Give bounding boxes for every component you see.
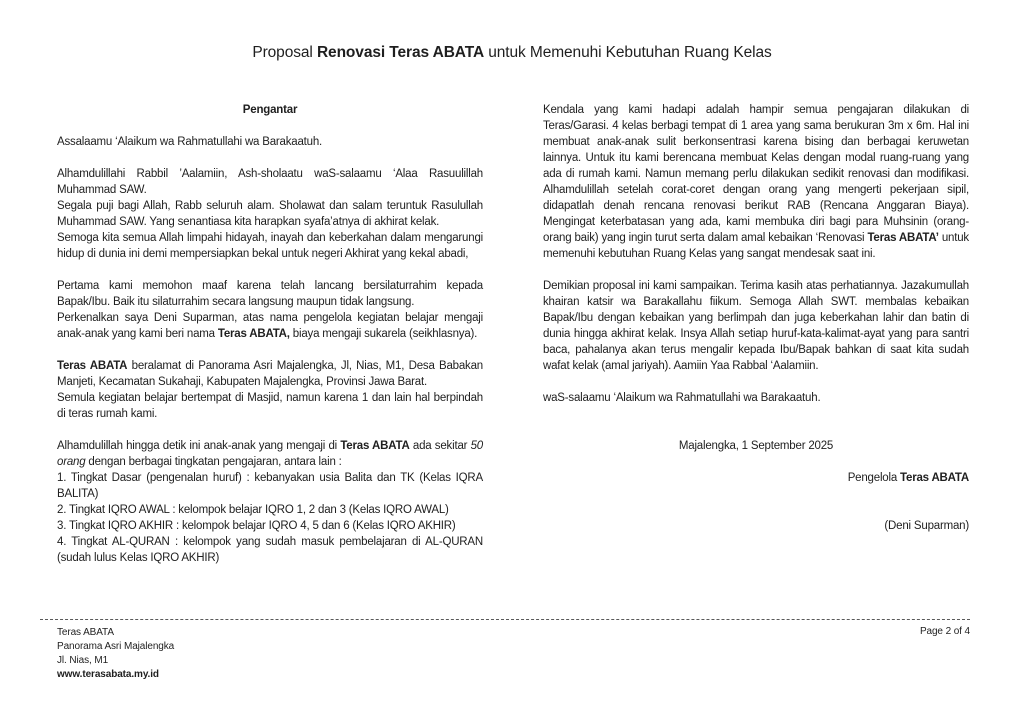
paragraph: [543, 102, 969, 262]
paragraph: [57, 198, 483, 230]
footer-address-block: [57, 626, 174, 682]
text-segment: dengan berbagai tingkatan pengajaran, antara lain :: [85, 456, 342, 468]
blank-line: [543, 502, 969, 518]
text-segment: Segala puji bagi Allah, Rabb seluruh alam. Sholawat dan salam teruntuk Rasulullah Muhammad SAW. Yang senantiasa kita harapkan syafa’atnya di akhirat kelak.: [57, 200, 483, 228]
blank-line: [543, 262, 969, 278]
paragraph: [57, 470, 483, 502]
paragraph: [543, 390, 969, 406]
paragraph: [543, 438, 969, 454]
text-segment: 1. Tingkat Dasar (pengenalan huruf) : kebanyakan usia Balita dan TK (Kelas IQRA BALITA): [57, 472, 483, 500]
text-segment: 2. Tingkat IQRO AWAL : kelompok belajar IQRO 1, 2 dan 3 (Kelas IQRO AWAL): [57, 504, 449, 516]
paragraph: [57, 102, 483, 118]
blank-line: [543, 422, 969, 438]
blank-line: [57, 118, 483, 134]
text-segment: 50 orang: [57, 440, 483, 468]
paragraph: [57, 502, 483, 518]
text-segment: (Deni Suparman): [884, 520, 969, 532]
footer-divider: [40, 619, 970, 620]
text-segment: untuk memenuhi kebutuhan Ruang Kelas yang sangat mendesak saat ini.: [543, 232, 969, 260]
text-segment: Teras ABATA: [57, 360, 128, 372]
paragraph: [543, 470, 969, 486]
text-segment: Teras ABATA: [900, 472, 969, 484]
text-segment: Majalengka, 1 September 2025: [678, 440, 834, 452]
paragraph: [543, 278, 969, 374]
text-segment: Teras ABATA,: [217, 328, 290, 340]
blank-line: [543, 454, 969, 470]
text-segment: Semoga kita semua Allah limpahi hidayah, inayah dan keberkahan dalam mengarungi hidup di dunia ini demi mempersiapkan bekal untuk negeri Akhirat yang kekal abadi,: [57, 232, 483, 260]
text-segment: Alhamdulillah hingga detik ini anak-anak yang mengaji di: [57, 440, 341, 452]
paragraph: [57, 166, 483, 198]
text-segment: ada sekitar: [409, 440, 471, 452]
footer-line: Jl. Nias, M1: [57, 655, 109, 666]
paragraph: [57, 390, 483, 422]
text-segment: untuk Memenuhi Kebutuhan Ruang Kelas: [484, 44, 772, 61]
text-segment: Pengelola: [847, 472, 901, 484]
text-segment: 3. Tingkat IQRO AKHIR : kelompok belajar IQRO 4, 5 dan 6 (Kelas IQRO AKHIR): [57, 520, 456, 532]
footer-line: Teras ABATA: [57, 627, 114, 638]
text-segment: waS-salaamu ‘Alaikum wa Rahmatullahi wa Barakaatuh.: [543, 392, 821, 404]
paragraph: [57, 230, 483, 262]
text-segment: Renovasi Teras ABATA: [316, 44, 485, 61]
text-segment: Alhamdulillahi Rabbil ’Aalamiin, Ash-sholaatu waS-salaamu ‘Alaa Rasuulillah Muhammad SAW.: [57, 168, 483, 196]
text-segment: Demikian proposal ini kami sampaikan. Terima kasih atas perhatiannya. Jazakumullah khairan katsir wa Barakallahu fiikum. Semoga Allah SWT. membalas kebaikan Bapak/Ibu dengan kebaikan yang berlimpah dan juga keberkahan lahir dan batin di dunia hingga akhirat kelak. Insya Allah setiap huruf-kata-kalimat-ayat yang para santri baca, pahalanya akan terus mengalir kepada Ibu/Bapak bahkan di saat kita sudah wafat kelak (amal jariyah). Aamiin Yaa Rabbal ‘Aalamiin.: [543, 280, 969, 372]
blank-line: [543, 406, 969, 422]
footer-line: Panorama Asri Majalengka: [57, 641, 175, 652]
text-segment: Assalaamu ‘Alaikum wa Rahmatullahi wa Barakaatuh.: [57, 136, 323, 148]
blank-line: [57, 150, 483, 166]
text-segment: Pertama kami memohon maaf karena telah lancang bersilaturrahim kepada Bapak/Ibu. Baik itu silaturrahim secara langsung maupun tidak langsung.: [57, 280, 483, 308]
text-segment: Kendala yang kami hadapi adalah hampir semua pengajaran dilakukan di Teras/Garasi. 4 kelas berbagi tempat di 1 area yang sama berukuran 3m x 6m. Hal ini membuat anak-anak sulit berkonsentrasi karena bising dan berbagai keruwetan lainnya. Untuk itu kami berencana membuat Kelas dengan modal ruang-ruang yang ada di rumah kami. Namun memang perlu dilakukan sedikit renovasi dan modifikasi. Alhamdulillah setelah corat-coret dengan orang yang mengerti pekerjaan sipil, didapatlah denah rencana renovasi berikut RAB (Rencana Anggaran Biaya). Mengingat keterbatasan yang ada, kami membuka diri bagi para Muhsinin (orang-orang baik) yang ingin turut serta dalam amal kebaikan ‘Renovasi: [543, 104, 969, 244]
blank-line: [57, 342, 483, 358]
blank-line: [57, 262, 483, 278]
blank-line: [543, 374, 969, 390]
text-segment: Teras ABATA: [340, 440, 410, 452]
paragraph: [57, 518, 483, 534]
paragraph: [543, 518, 969, 534]
paragraph: [57, 134, 483, 150]
text-segment: Perkenalkan saya Deni Suparman, atas nama pengelola kegiatan belajar mengaji anak-anak yang kami beri nama: [57, 312, 483, 340]
blank-line: [57, 422, 483, 438]
text-segment: 4. Tingkat AL-QURAN : kelompok yang sudah masuk pembelajaran di AL-QURAN (sudah lulus Kelas IQRO AKHIR): [57, 536, 483, 564]
text-segment: Teras ABATA’: [867, 232, 939, 244]
page-title: [0, 44, 1024, 62]
paragraph: [57, 358, 483, 390]
text-segment: Semula kegiatan belajar bertempat di Masjid, namun karena 1 dan lain hal berpindah di teras rumah kami.: [57, 392, 483, 420]
paragraph: [57, 310, 483, 342]
right-column: [543, 102, 969, 534]
text-segment: beralamat di Panorama Asri Majalengka, Jl, Nias, M1, Desa Babakan Manjeti, Kecamatan Sukahaji, Kabupaten Majalengka, Provinsi Jawa Barat.: [57, 360, 483, 388]
text-segment: Proposal: [252, 44, 317, 61]
text-segment: biaya mengaji sukarela (seikhlasnya).: [289, 328, 478, 340]
paragraph: [57, 438, 483, 470]
page-number: Page 2 of 4: [919, 626, 970, 637]
footer-line: www.terasabata.my.id: [57, 669, 159, 680]
text-segment: Pengantar: [242, 104, 298, 116]
paragraph: [57, 534, 483, 566]
blank-line: [543, 486, 969, 502]
left-column: [57, 102, 483, 566]
paragraph: [57, 278, 483, 310]
